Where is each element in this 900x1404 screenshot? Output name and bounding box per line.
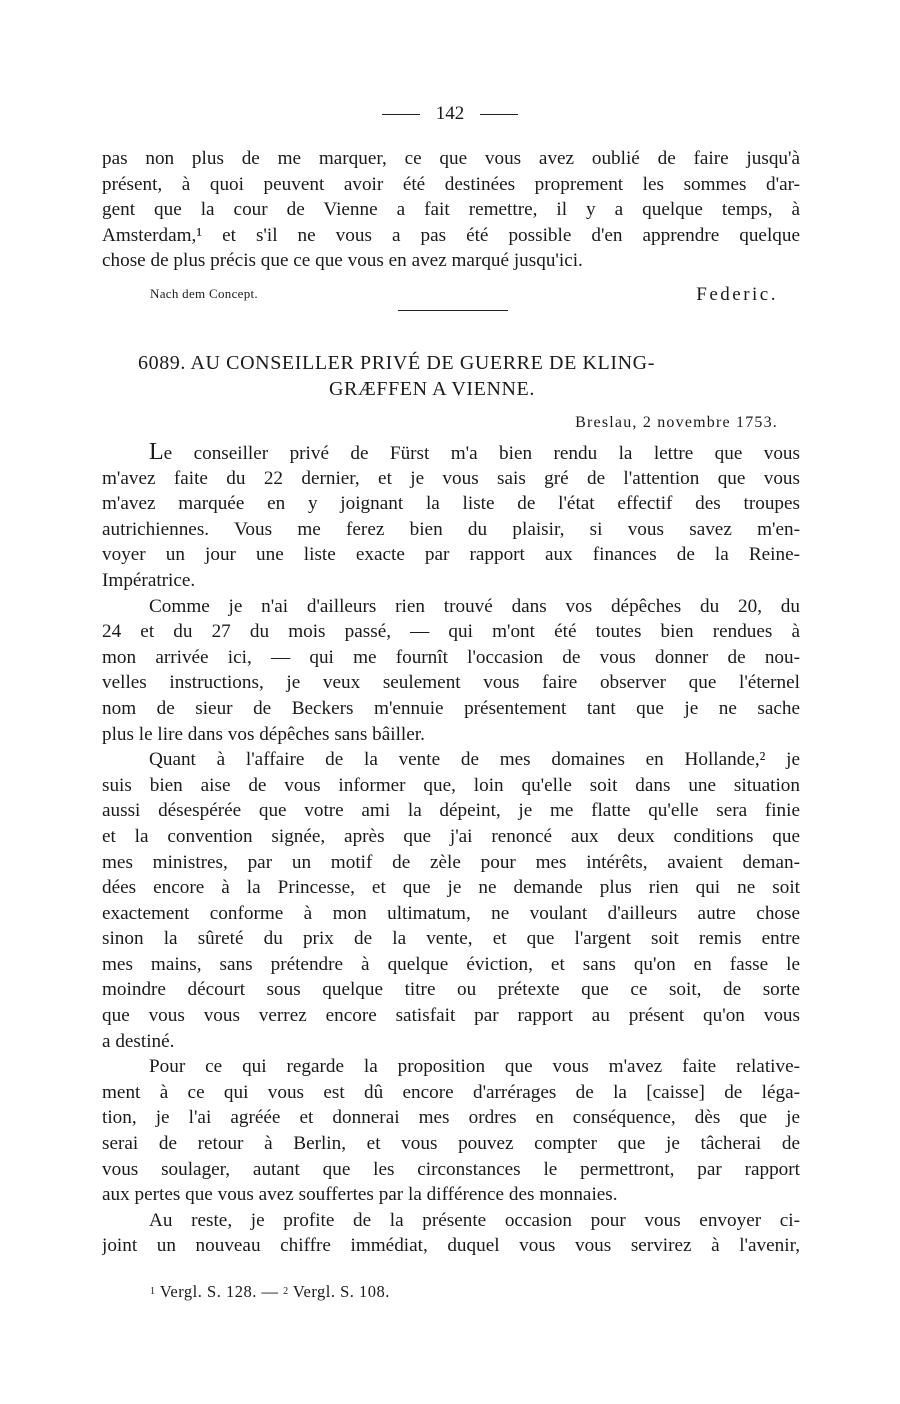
text-line: a destiné. bbox=[102, 1030, 175, 1052]
text-line: Comme je n'ai d'ailleurs rien trouvé dans vos dépêches du 20, du bbox=[149, 595, 800, 617]
page-number: 142 bbox=[435, 103, 465, 124]
text-line: ment à ce qui vous est dû encore d'arrérages de la [caisse] de léga- bbox=[102, 1081, 800, 1103]
text-line: nom de sieur de Beckers m'ennuie présentement tant que je ne sache bbox=[102, 697, 800, 719]
text-line: présent, à quoi peuvent avoir été destinées proprement les sommes d'ar- bbox=[102, 173, 800, 195]
text-line: Pour ce qui regarde la proposition que vous m'avez faite relative- bbox=[149, 1056, 800, 1078]
header-rule-right bbox=[480, 114, 518, 115]
section-divider bbox=[398, 310, 508, 311]
footnotes bbox=[150, 1282, 390, 1302]
place-date: Breslau, 2 novembre 1753. bbox=[575, 414, 778, 431]
text-line: dées encore à la Princesse, et que je ne demande plus rien qui ne soit bbox=[102, 877, 800, 899]
text-line: suis bien aise de vous informer que, loin qu'elle soit dans une situation bbox=[102, 774, 800, 796]
text-line: Amsterdam,¹ et s'il ne vous a pas été possible d'en apprendre quelque bbox=[102, 224, 800, 246]
text-line: mon arrivée ici, — qui me fournît l'occasion de vous donner de nou- bbox=[102, 646, 800, 668]
page-header bbox=[0, 103, 900, 125]
source-note: Nach dem Concept. bbox=[150, 286, 258, 301]
text-line: autrichiennes. Vous me ferez bien du plaisir, si vous savez m'en- bbox=[102, 518, 800, 540]
text-line: et la convention signée, après que j'ai renoncé aux deux conditions que bbox=[102, 825, 800, 847]
text-line: m'avez faite du 22 dernier, et je vous sais gré de l'attention que vous bbox=[102, 467, 800, 489]
text-line: serai de retour à Berlin, et vous pouvez compter que je tâcherai de bbox=[102, 1133, 800, 1155]
text-line: gent que la cour de Vienne a fait remettre, il y a quelque temps, à bbox=[102, 199, 800, 221]
footnote-text: Vergl. S. 128. — bbox=[155, 1282, 284, 1301]
text-line-content: e conseiller privé de Fürst m'a bien rendu la lettre que vous bbox=[163, 443, 800, 464]
signature-row bbox=[150, 284, 778, 308]
text-line: Impératrice. bbox=[102, 569, 196, 591]
text-line bbox=[102, 440, 800, 466]
text-line: voyer un jour une liste exacte par rapport aux finances de la Reine- bbox=[102, 544, 800, 566]
text-line: chose de plus précis que ce que vous en avez marqué jusqu'ici. bbox=[102, 250, 583, 272]
text-line: aussi désespérée que votre ami la dépeint, je me flatte qu'elle sera finie bbox=[102, 800, 800, 822]
text-line: joint un nouveau chiffre immédiat, duquel vous vous servirez à l'avenir, bbox=[102, 1235, 800, 1257]
footnote-mark: 1 bbox=[150, 1286, 156, 1297]
initial-letter: L bbox=[149, 440, 164, 465]
letter-title-line-2: GRÆFFEN A VIENNE. bbox=[329, 378, 535, 400]
header-rule-left bbox=[382, 114, 420, 115]
footnote-mark: 2 bbox=[283, 1286, 289, 1297]
text-line: mes ministres, par un motif de zèle pour mes intérêts, avaient deman- bbox=[102, 851, 800, 873]
text-line: 24 et du 27 du mois passé, — qui m'ont été toutes bien rendues à bbox=[102, 621, 800, 643]
text-line: Au reste, je profite de la présente occasion pour vous envoyer ci- bbox=[149, 1209, 800, 1231]
text-line: velles instructions, je veux seulement vous faire observer que l'éternel bbox=[102, 672, 800, 694]
text-line: moindre décourt sous quelque titre ou prétexte que ce soit, de sorte bbox=[102, 979, 800, 1001]
letter-title-line-1: 6089. AU CONSEILLER PRIVÉ DE GUERRE DE KLING- bbox=[138, 352, 655, 374]
text-line: Quant à l'affaire de la vente de mes domaines en Hollande,² je bbox=[149, 749, 800, 771]
text-line: m'avez marquée en y joignant la liste de l'état effectif des troupes bbox=[102, 493, 800, 515]
text-line: sinon la sûreté du prix de la vente, et que l'argent soit remis entre bbox=[102, 928, 800, 950]
text-line: plus le lire dans vos dépêches sans bâiller. bbox=[102, 723, 425, 745]
text-line: tion, je l'ai agréée et donnerai mes ordres en conséquence, dès que je bbox=[102, 1107, 800, 1129]
letter-body bbox=[102, 440, 800, 1259]
text-line: aux pertes que vous avez souffertes par la différence des monnaies. bbox=[102, 1184, 618, 1206]
text-line: vous soulager, autant que les circonstances le permettront, par rapport bbox=[102, 1158, 800, 1180]
previous-letter-ending bbox=[102, 146, 800, 274]
text-line: mes mains, sans prétendre à quelque éviction, et sans qu'on en fasse le bbox=[102, 953, 800, 975]
text-line: que vous vous verrez encore satisfait par rapport au présent qu'on vous bbox=[102, 1005, 800, 1027]
footnote-text: Vergl. S. 108. bbox=[288, 1282, 390, 1301]
text-line: exactement conforme à mon ultimatum, ne voulant d'ailleurs autre chose bbox=[102, 902, 800, 924]
text-line: pas non plus de me marquer, ce que vous avez oublié de faire jusqu'à bbox=[102, 148, 800, 169]
signature: Federic. bbox=[696, 284, 778, 305]
